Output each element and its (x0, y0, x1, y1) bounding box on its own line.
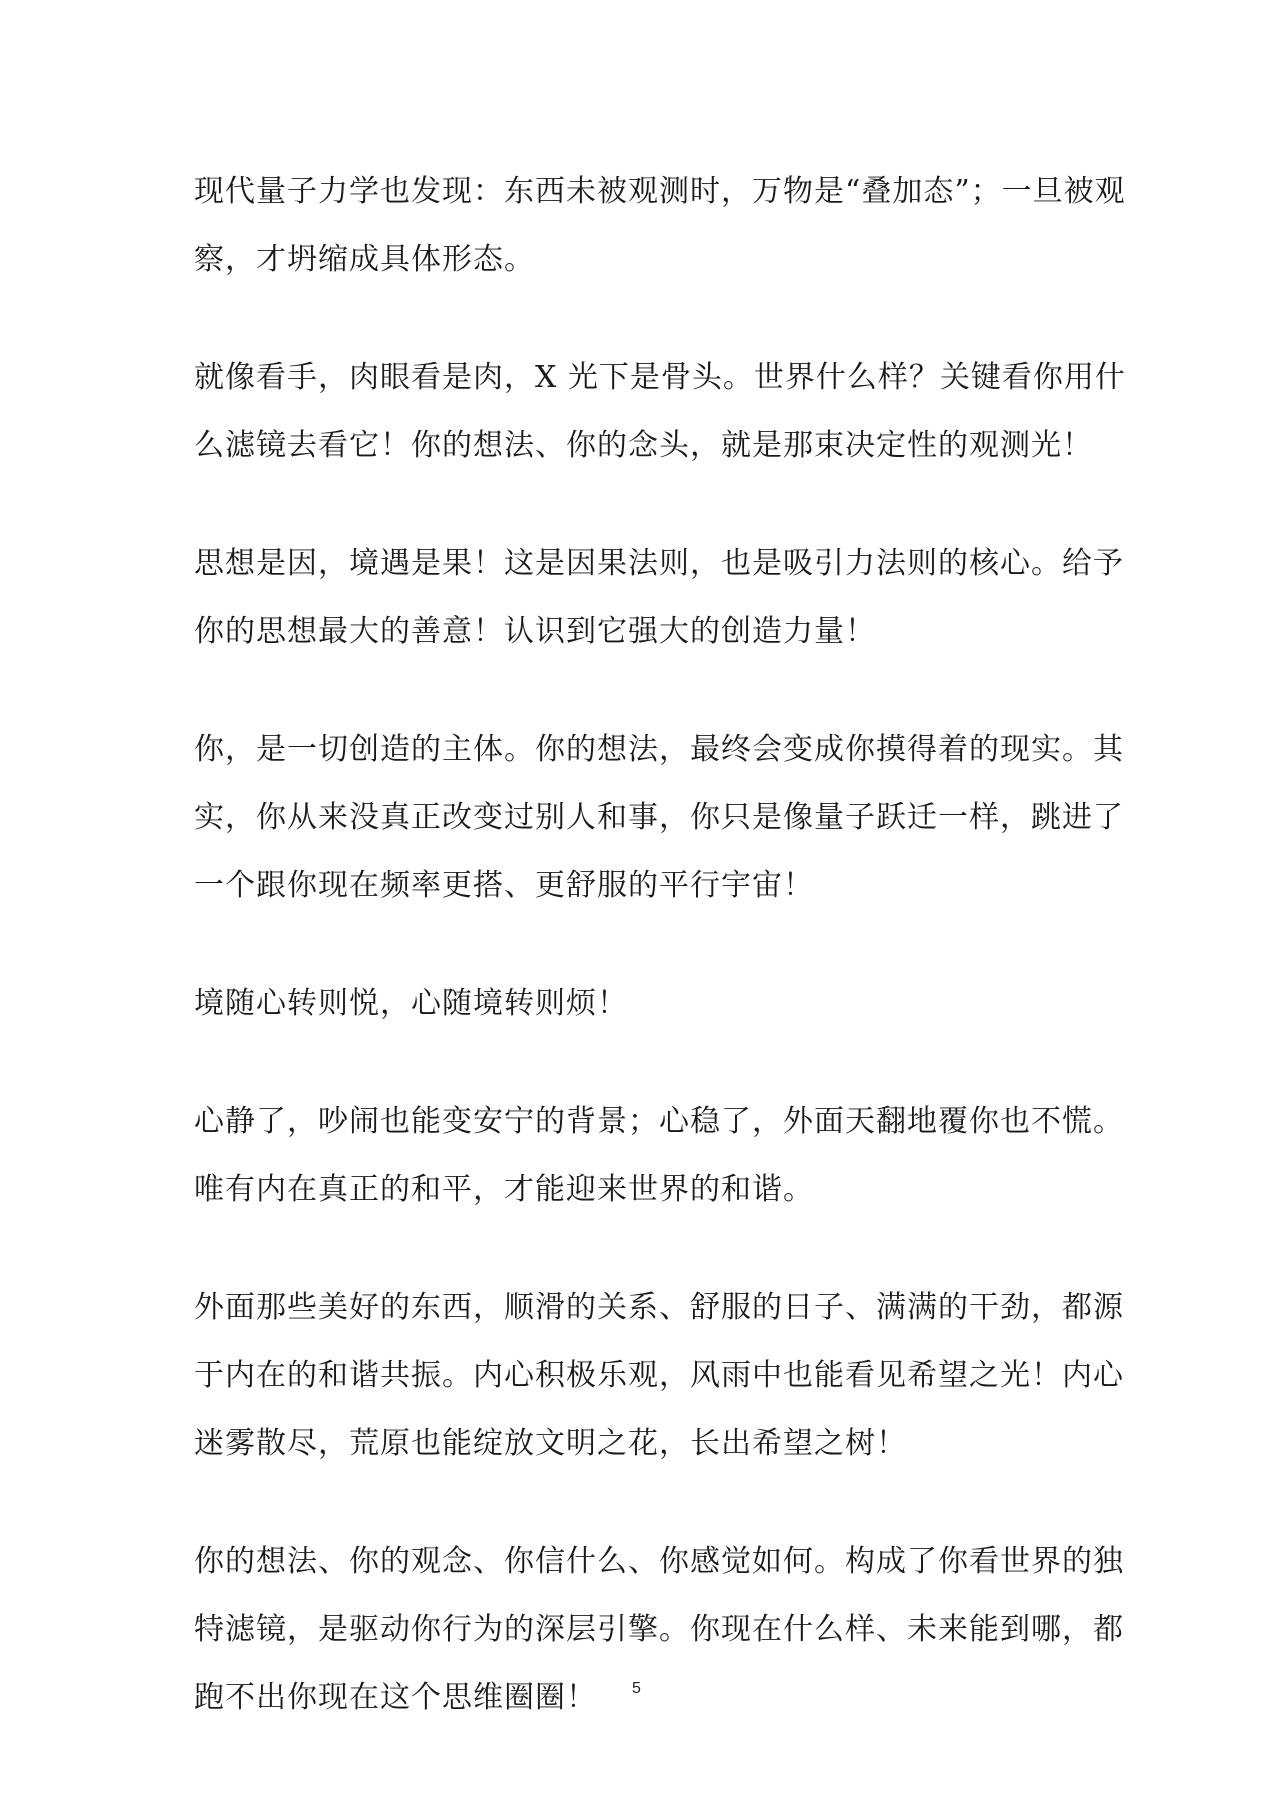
text-line: 你的想法、你的观念、你信什么、你感觉如何。构成了你看世界的独 (194, 1544, 1124, 1579)
text-line: 就像看手，肉眼看是肉，X 光下是骨头。世界什么样？关键看你用什 (194, 360, 1126, 395)
body-text (194, 158, 1126, 1782)
text-line: 迷雾散尽，荒原也能绽放文明之花，长出希望之树！ (194, 1426, 907, 1461)
paragraph-4 (194, 716, 1124, 920)
text-line: 于内在的和谐共振。内心积极乐观，风雨中也能看见希望之光！内心 (194, 1358, 1124, 1393)
text-line: 实，你从来没真正改变过别人和事，你只是像量子跃迁一样，跳进了 (194, 800, 1124, 835)
text-line: 一个跟你现在频率更搭、更舒服的平行宇宙！ (194, 868, 814, 903)
text-line: 境随心转则悦，心随境转则烦！ (194, 986, 628, 1021)
text-line: 特滤镜，是驱动你行为的深层引擎。你现在什么样、未来能到哪，都 (194, 1612, 1124, 1647)
text-line: 现代量子力学也发现：东西未被观测时，万物是“叠加态”；一旦被观 (194, 174, 1126, 209)
text-line: 思想是因，境遇是果！这是因果法则，也是吸引力法则的核心。给予 (194, 546, 1124, 581)
text-line: 跑不出你现在这个思维圈圈！ (194, 1680, 597, 1715)
text-line: 唯有内在真正的和平，才能迎来世界的和谐。 (194, 1172, 814, 1207)
text-line: 你，是一切创造的主体。你的想法，最终会变成你摸得着的现实。其 (194, 732, 1124, 767)
text-line: 么滤镜去看它！你的想法、你的念头，就是那束决定性的观测光！ (194, 428, 1093, 463)
text-line: 心静了，吵闹也能变安宁的背景；心稳了，外面天翻地覆你也不慌。 (194, 1104, 1124, 1139)
page-number: 5 (632, 1680, 641, 1697)
text-line: 察，才坍缩成具体形态。 (194, 242, 535, 277)
text-line: 外面那些美好的东西，顺滑的关系、舒服的日子、满满的干劲，都源 (194, 1290, 1124, 1325)
paragraph-7 (194, 1274, 1124, 1478)
text-line: 你的思想最大的善意！认识到它强大的创造力量！ (194, 614, 876, 649)
paragraph-8 (194, 1528, 1124, 1732)
paragraph-6 (194, 1088, 1124, 1224)
paragraph-5 (194, 970, 1094, 1038)
paragraph-1 (194, 158, 1126, 294)
paragraph-3 (194, 530, 1124, 666)
paragraph-2 (194, 344, 1126, 480)
